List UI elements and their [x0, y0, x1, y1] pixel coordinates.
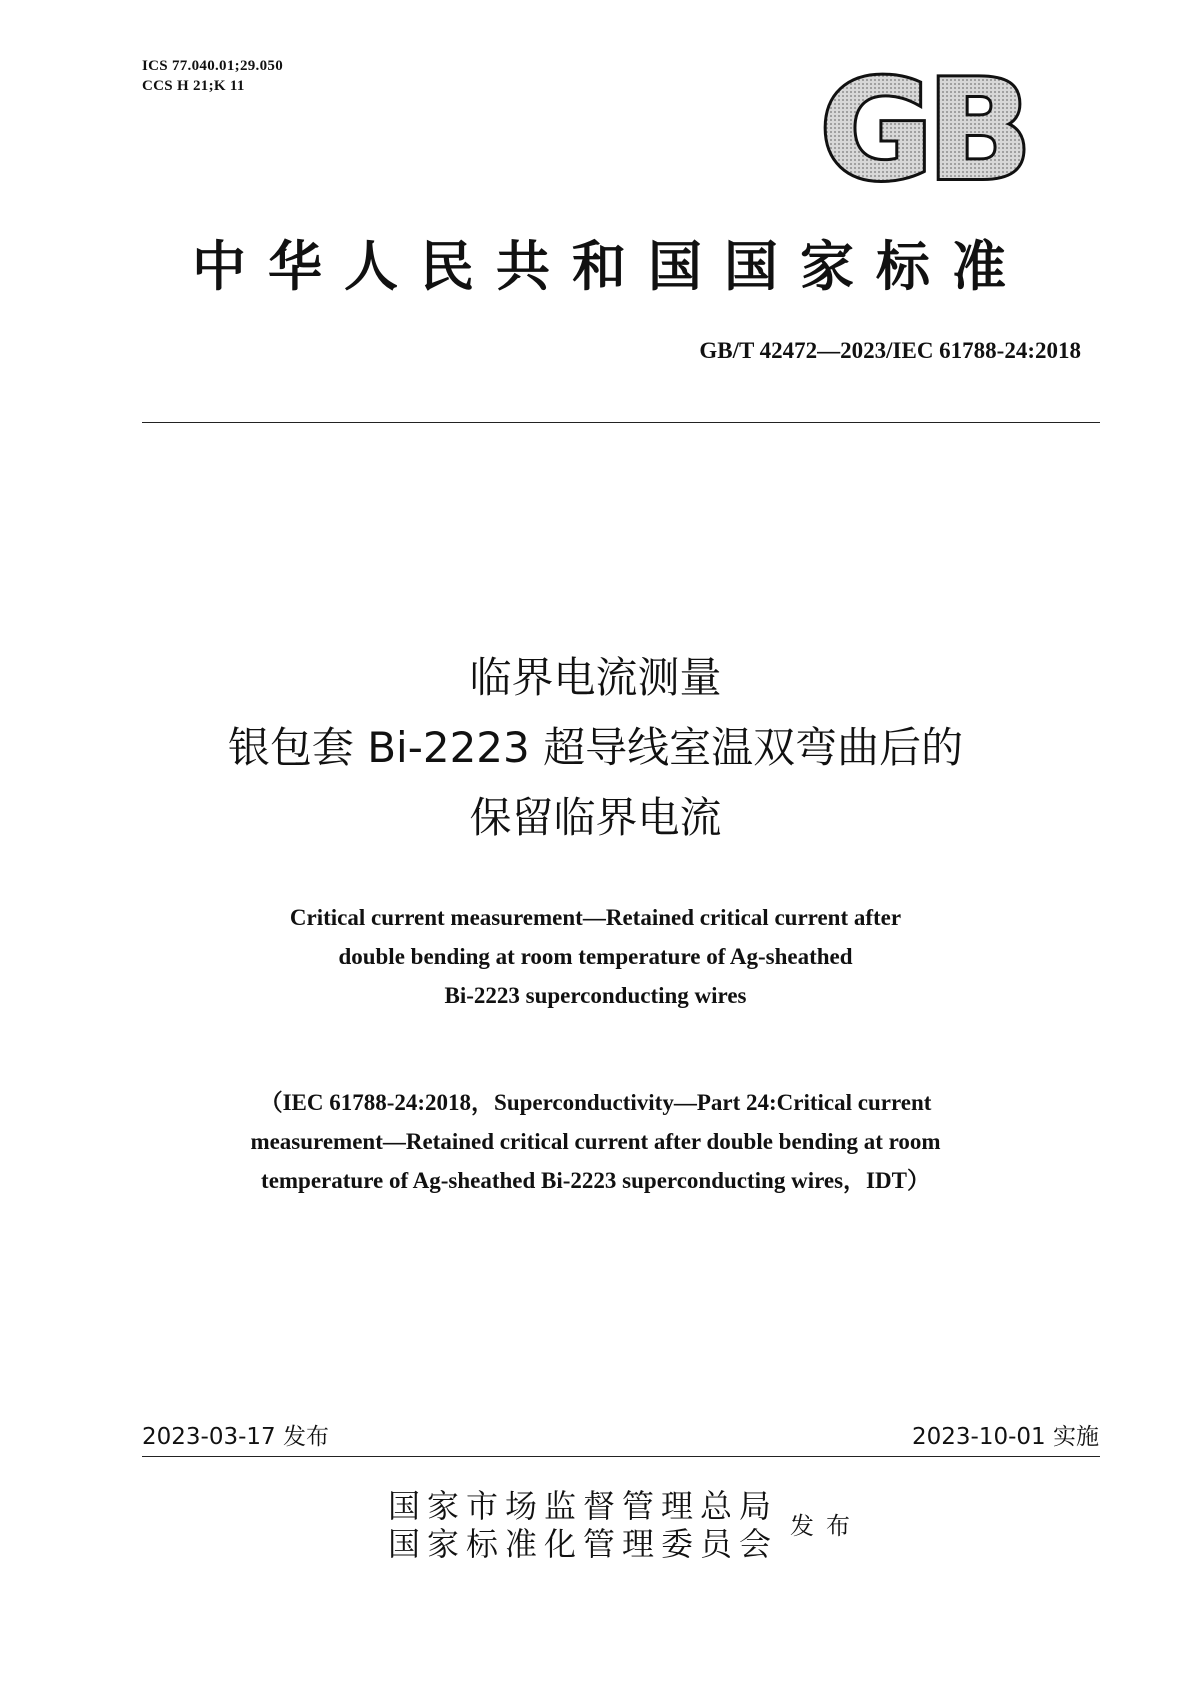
- iec-note-line: （IEC 61788-24:2018，Superconductivity—Part 24:Critical current: [259, 1090, 932, 1115]
- header-divider: [142, 422, 1100, 423]
- iec-equivalence-note: [100, 1083, 1091, 1200]
- svg-text:GB: GB: [819, 70, 1027, 188]
- footer-divider: [142, 1456, 1100, 1457]
- ccs-code: CCS H 21;K 11: [142, 78, 245, 94]
- national-standard-title: 中华人民共和国国家标准: [192, 235, 1028, 298]
- ics-ccs-codes: [142, 56, 283, 96]
- issuer-samr: 国家市场监督管理总局: [388, 1487, 779, 1525]
- issuing-authorities: [388, 1487, 778, 1563]
- english-title-line: Bi-2223 superconducting wires: [444, 983, 747, 1008]
- chinese-title-line: 保留临界电流: [469, 793, 722, 842]
- chinese-title-line: 银包套 Bi-2223 超导线室温双弯曲后的: [227, 723, 964, 772]
- english-title: [120, 898, 1071, 1015]
- chinese-title: [60, 643, 1131, 853]
- gb-logo: [805, 70, 1041, 188]
- publish-label: 发布: [790, 1512, 862, 1540]
- issuer-sac: 国家标准化管理委员会: [388, 1525, 779, 1563]
- english-title-line: double bending at room temperature of Ag-sheathed: [338, 944, 853, 969]
- ics-code: ICS 77.040.01;29.050: [142, 58, 284, 74]
- english-title-line: Critical current measurement—Retained critical current after: [289, 905, 902, 930]
- iec-note-line: measurement—Retained critical current after double bending at room: [250, 1129, 941, 1154]
- issue-date: 2023-03-17 发布: [142, 1424, 329, 1450]
- standard-number: GB/T 42472—2023/IEC 61788-24:2018: [699, 338, 1081, 363]
- iec-note-line: temperature of Ag-sheathed Bi-2223 superconducting wires，IDT）: [261, 1168, 930, 1193]
- implementation-date: 2023-10-01 实施: [912, 1424, 1099, 1450]
- chinese-title-line: 临界电流测量: [469, 653, 722, 702]
